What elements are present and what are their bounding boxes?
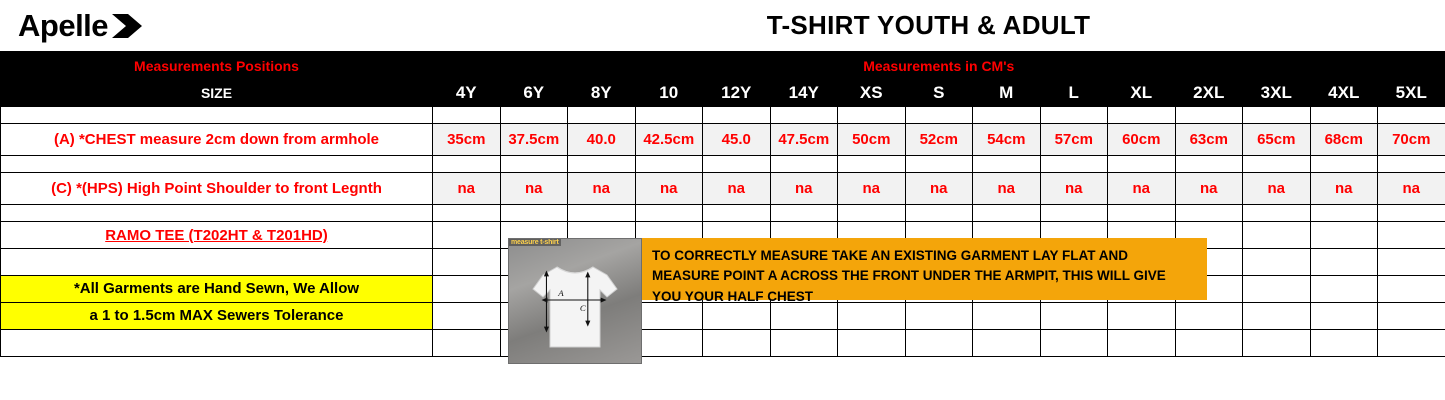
hps-3xl: na: [1243, 173, 1311, 205]
chest-14y: 47.5cm: [770, 124, 838, 156]
spacer-cell: [433, 107, 501, 124]
size-header-l: L: [1040, 80, 1108, 107]
spacer-cell: [838, 205, 906, 222]
spacer-cell: [1, 107, 433, 124]
table-band-units: [1, 53, 1445, 80]
spacer-cell: [1378, 205, 1445, 222]
size-header-8y: 8Y: [568, 80, 636, 107]
blank-cell: [1243, 249, 1311, 276]
spacer-cell: [568, 107, 636, 124]
size-header-xl: XL: [1108, 80, 1176, 107]
row-label-hps: (C) *(HPS) High Point Shoulder to front Legnth: [1, 173, 433, 205]
blank-cell: [433, 330, 501, 357]
blank-cell: [1243, 303, 1311, 330]
tshirt-measure-photo: [508, 238, 642, 364]
spacer-cell: [905, 156, 973, 173]
spacer-cell: [973, 156, 1041, 173]
spacer-cell: [1040, 107, 1108, 124]
spacer-cell: [1108, 107, 1176, 124]
spacer-cell: [1, 205, 433, 222]
hps-xl: na: [1108, 173, 1176, 205]
blank-cell: [1243, 222, 1311, 249]
hps-6y: na: [500, 173, 568, 205]
blank-cell: [1, 330, 433, 357]
spacer-cell: [770, 205, 838, 222]
blank-cell: [433, 303, 501, 330]
hps-2xl: na: [1175, 173, 1243, 205]
measurements-positions-label: Measurements Positions: [1, 53, 433, 80]
size-header-3xl: 3XL: [1243, 80, 1311, 107]
hps-l: na: [1040, 173, 1108, 205]
spacer-cell: [1243, 156, 1311, 173]
measurements-units-label: Measurements in CM's: [433, 53, 1445, 80]
chest-4y: 35cm: [433, 124, 501, 156]
blank-cell: [1, 249, 433, 276]
hps-8y: na: [568, 173, 636, 205]
size-header-xs: XS: [838, 80, 906, 107]
size-header-10: 10: [635, 80, 703, 107]
blank-cell: [433, 276, 501, 303]
spacer-cell: [500, 107, 568, 124]
spacer-cell: [433, 205, 501, 222]
blank-cell: [1310, 303, 1378, 330]
size-header-m: M: [973, 80, 1041, 107]
chest-5xl: 70cm: [1378, 124, 1445, 156]
spacer-cell: [770, 156, 838, 173]
spacer-cell: [635, 156, 703, 173]
spacer-cell: [703, 205, 771, 222]
hps-4y: na: [433, 173, 501, 205]
blank-cell: [1378, 330, 1445, 357]
hps-s: na: [905, 173, 973, 205]
chest-12y: 45.0: [703, 124, 771, 156]
ramo-tee-label: RAMO TEE (T202HT & T201HD): [1, 222, 433, 249]
spacer-cell: [1243, 205, 1311, 222]
hps-m: na: [973, 173, 1041, 205]
page-title: T-SHIRT YOUTH & ADULT: [766, 10, 1091, 40]
size-header-14y: 14Y: [770, 80, 838, 107]
chest-xs: 50cm: [838, 124, 906, 156]
chest-10: 42.5cm: [635, 124, 703, 156]
chest-s: 52cm: [905, 124, 973, 156]
spacer-cell: [1108, 156, 1176, 173]
blank-cell: [1310, 222, 1378, 249]
spacer-cell: [703, 156, 771, 173]
spacer-cell: [1243, 107, 1311, 124]
photo-tag-label: measure t-shirt: [511, 239, 559, 246]
blank-cell: [1243, 330, 1311, 357]
blank-cell: [1378, 276, 1445, 303]
blank-cell: [1378, 249, 1445, 276]
tolerance-note-line2: a 1 to 1.5cm MAX Sewers Tolerance: [1, 303, 433, 330]
size-header-5xl: 5XL: [1378, 80, 1445, 107]
marker-a-label: A: [558, 288, 564, 299]
spacer-cell: [1040, 205, 1108, 222]
chest-3xl: 65cm: [1243, 124, 1311, 156]
tshirt-illustration-icon: [523, 259, 627, 355]
blank-cell: [433, 222, 501, 249]
chest-4xl: 68cm: [1310, 124, 1378, 156]
blank-cell: [1243, 276, 1311, 303]
table-row-hps: [1, 173, 1445, 205]
brand-logo: [0, 8, 432, 44]
spacer-row: [1, 205, 1445, 222]
chevron-play-logo-icon: [112, 11, 146, 41]
blank-cell: [1310, 276, 1378, 303]
chest-8y: 40.0: [568, 124, 636, 156]
spacer-cell: [568, 156, 636, 173]
spacer-cell: [500, 156, 568, 173]
chest-6y: 37.5cm: [500, 124, 568, 156]
marker-c-label: C: [579, 302, 586, 313]
size-header-4y: 4Y: [433, 80, 501, 107]
spacer-cell: [838, 156, 906, 173]
spacer-cell: [905, 107, 973, 124]
spacer-cell: [1108, 205, 1176, 222]
spacer-cell: [838, 107, 906, 124]
chest-l: 57cm: [1040, 124, 1108, 156]
spacer-cell: [1310, 107, 1378, 124]
size-header-4xl: 4XL: [1310, 80, 1378, 107]
spacer-cell: [1378, 107, 1445, 124]
spacer-cell: [635, 107, 703, 124]
hps-xs: na: [838, 173, 906, 205]
row-label-chest: (A) *CHEST measure 2cm down from armhole: [1, 124, 433, 156]
blank-cell: [433, 249, 501, 276]
spacer-cell: [1310, 205, 1378, 222]
hps-14y: na: [770, 173, 838, 205]
size-label: SIZE: [1, 80, 433, 107]
spacer-cell: [1310, 156, 1378, 173]
spacer-cell: [1040, 156, 1108, 173]
spacer-cell: [703, 107, 771, 124]
table-header-sizes: [1, 80, 1445, 107]
size-header-2xl: 2XL: [1175, 80, 1243, 107]
spacer-cell: [973, 205, 1041, 222]
spacer-cell: [1, 156, 433, 173]
sheet-header: [0, 0, 1445, 52]
hps-5xl: na: [1378, 173, 1445, 205]
size-header-6y: 6Y: [500, 80, 568, 107]
spacer-cell: [1175, 205, 1243, 222]
spacer-cell: [635, 205, 703, 222]
spacer-cell: [1175, 107, 1243, 124]
blank-cell: [1310, 249, 1378, 276]
size-header-s: S: [905, 80, 973, 107]
measure-callout-text: TO CORRECTLY MEASURE TAKE AN EXISTING GARMENT LAY FLAT AND MEASURE POINT A ACROSS THE FRONT UNDER THE ARMPIT, THIS WILL GIVE YOU YOUR HALF CHEST: [642, 238, 1207, 300]
spacer-row: [1, 156, 1445, 173]
hps-10: na: [635, 173, 703, 205]
blank-cell: [1378, 303, 1445, 330]
spacer-cell: [973, 107, 1041, 124]
tolerance-note-line1: *All Garments are Hand Sewn, We Allow: [1, 276, 433, 303]
chest-m: 54cm: [973, 124, 1041, 156]
measure-instruction-overlay: [508, 238, 1207, 364]
chest-xl: 60cm: [1108, 124, 1176, 156]
size-header-12y: 12Y: [703, 80, 771, 107]
chest-2xl: 63cm: [1175, 124, 1243, 156]
blank-cell: [1378, 222, 1445, 249]
spacer-cell: [905, 205, 973, 222]
spacer-cell: [433, 156, 501, 173]
spacer-cell: [1175, 156, 1243, 173]
brand-name: Apelle: [18, 7, 109, 43]
spacer-cell: [1378, 156, 1445, 173]
hps-4xl: na: [1310, 173, 1378, 205]
spacer-cell: [770, 107, 838, 124]
blank-cell: [1310, 330, 1378, 357]
hps-12y: na: [703, 173, 771, 205]
spacer-row: [1, 107, 1445, 124]
spacer-cell: [568, 205, 636, 222]
table-row-chest: [1, 124, 1445, 156]
spacer-cell: [500, 205, 568, 222]
